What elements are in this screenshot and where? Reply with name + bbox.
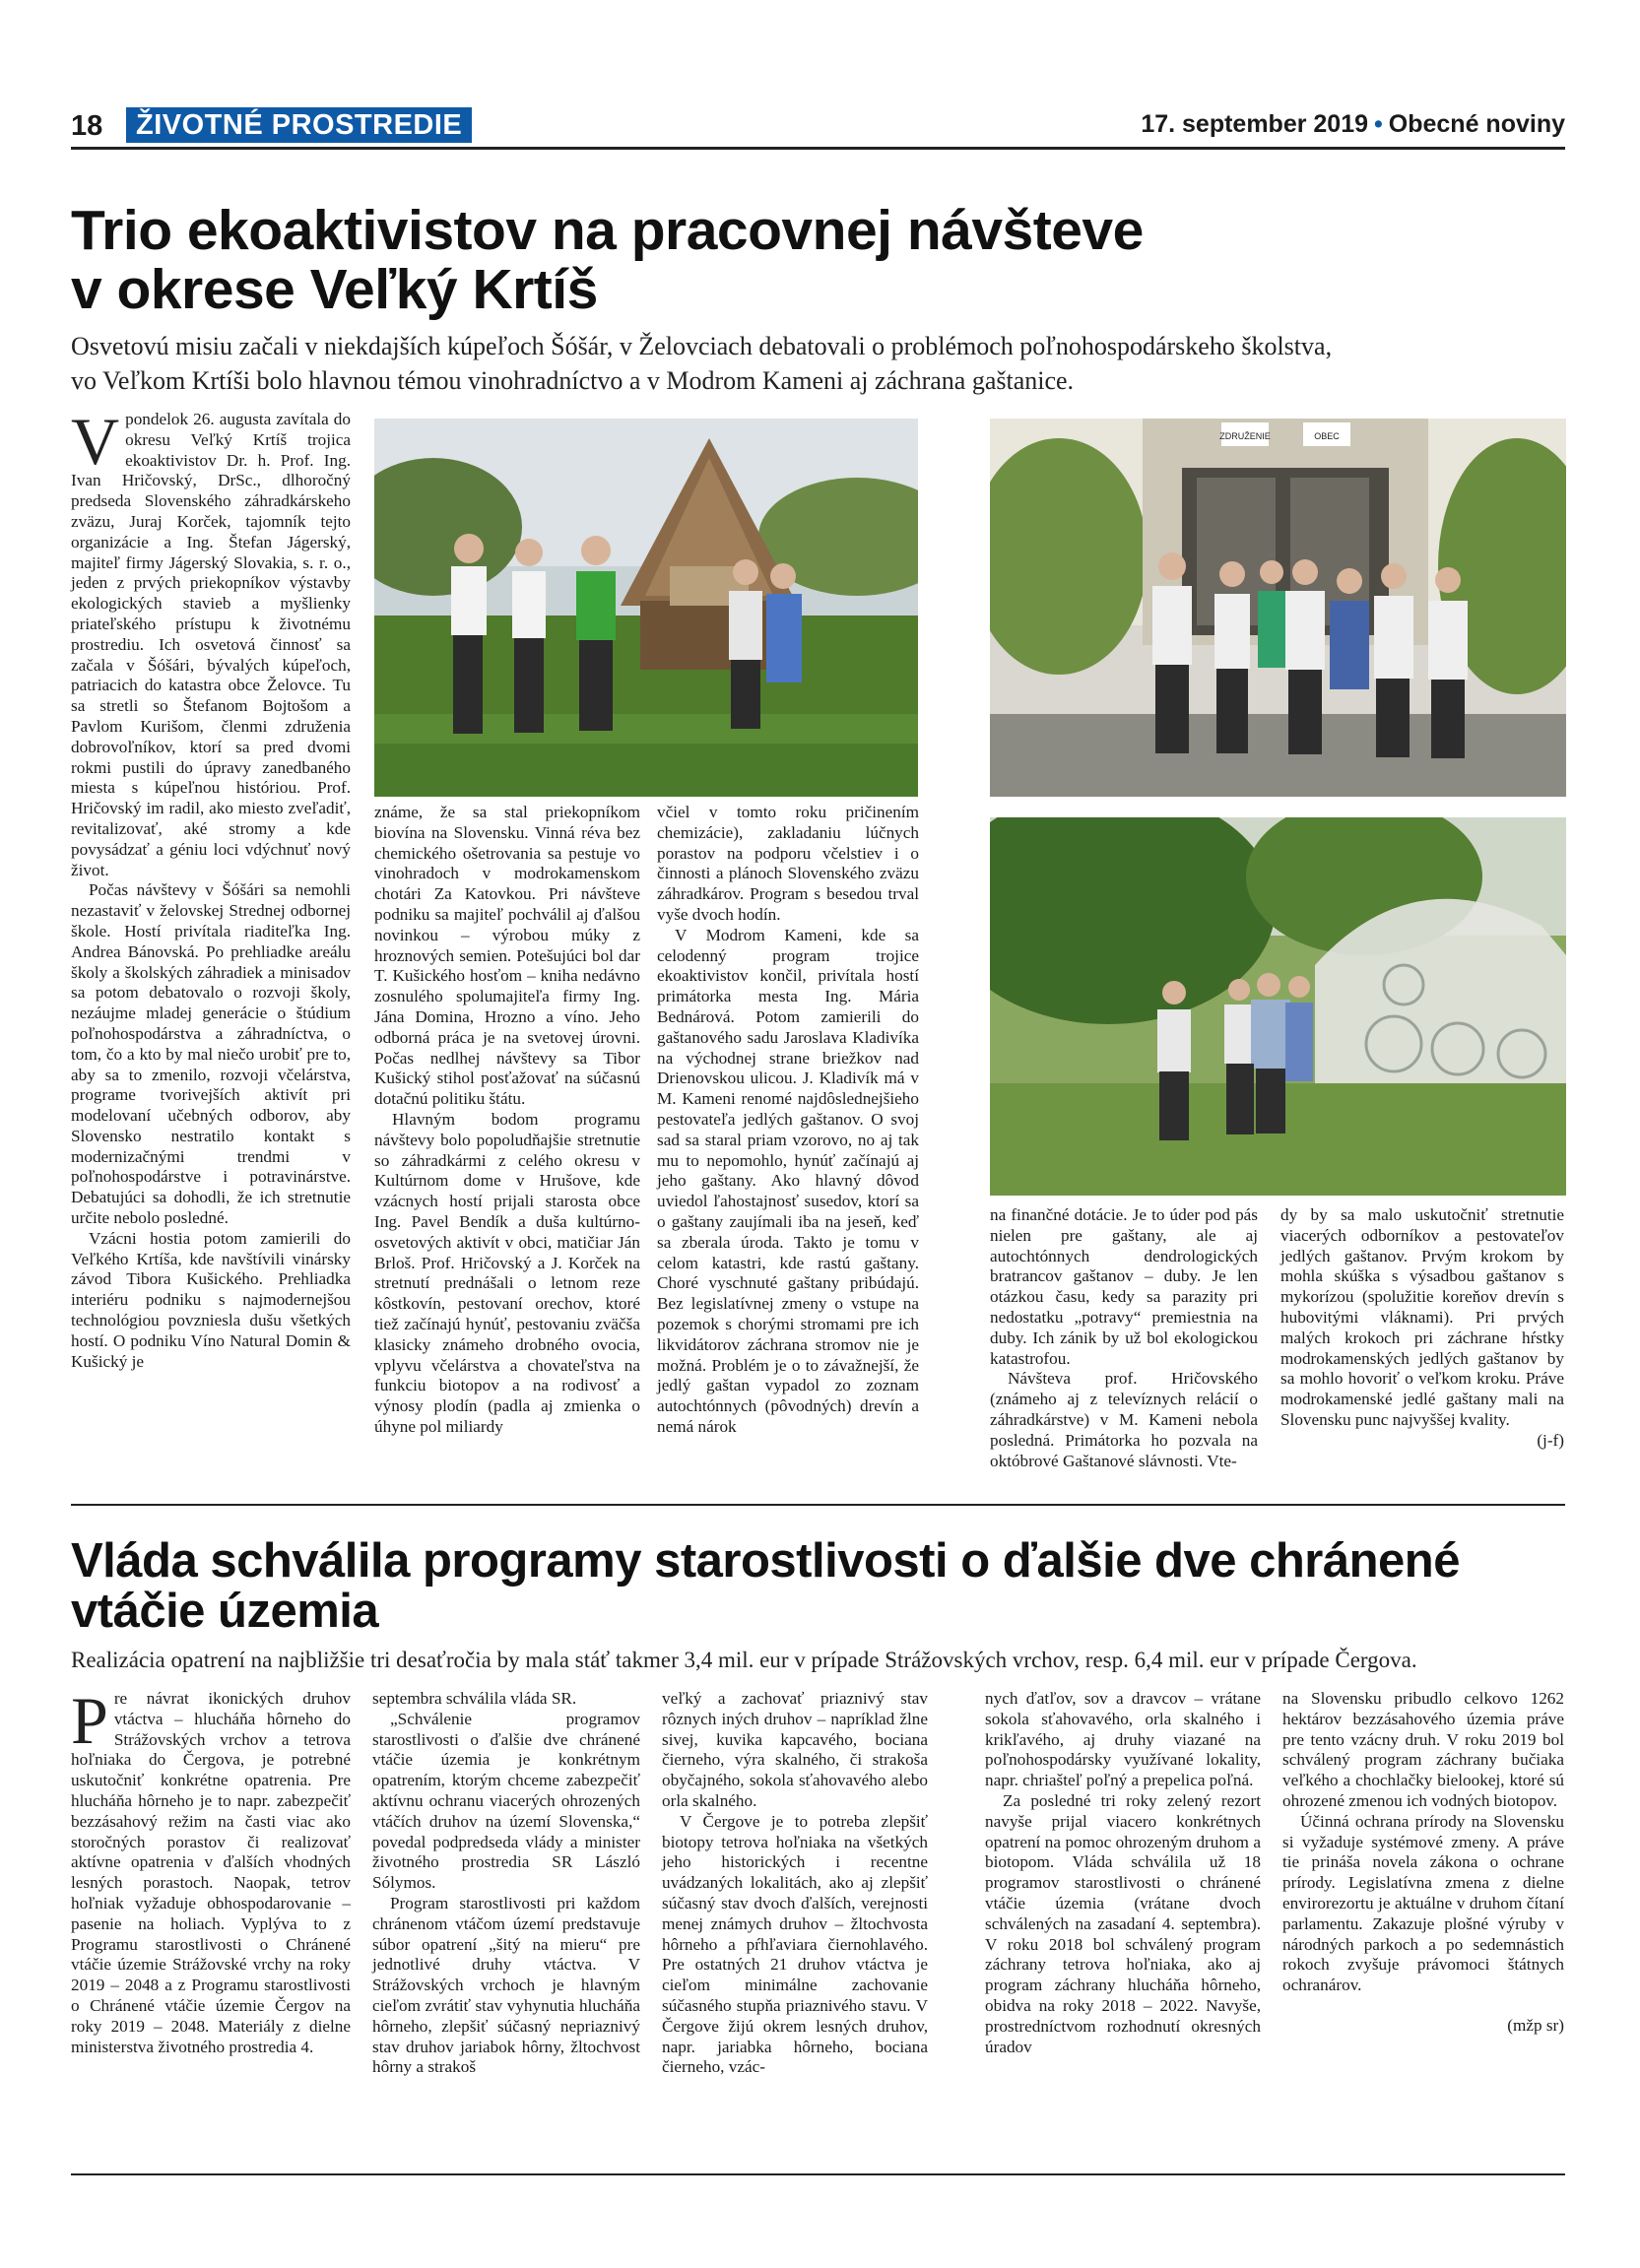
article2-column-3 [662,1689,928,2078]
issue-info [1141,110,1565,139]
issue-date: 17. september 2019 [1141,110,1369,138]
article2-column-1 [71,1683,351,2057]
article1-lead-line2: vo Veľkom Krtíši bolo hlavnou témou vinohradníctvo a v Modrom Kameni aj záchrana gaštanice. [71,366,1075,396]
article2-column-5 [1282,1689,1564,2037]
article2-paragraph: septembra schválila vláda SR. [372,1689,577,1708]
article2-column-2 [372,1689,640,2078]
photo-group-garden [374,419,918,797]
article1-paragraph: Vzácni hostia potom zamierili do Veľkého Krtíša, kde navštívili vinársky závod Tibora Kušického. Prehliadka interiéru podniku s najmodernejšou technológiou povzniesla dušu všetkých hostí. O podniku Víno Natural Domin & Kušický je [71,1228,351,1371]
article1-paragraph: pondelok 26. augusta zavítala do okresu Veľký Krtíš trojica ekoaktivistov Dr. h. Prof. Ing. Ivan Hričovský, DrSc., dlhoročný predseda Slovenského záhradkárskeho zväzu, Juraj Korček, tajomník tejto organizácie a Ing. Štefan Jágerský, majiteľ firmy Jágerský Slovakia, s. r. o., jeden z prvých priekopníkov výstavby ekologických stavieb a myšlienky priateľského prístupu k životnému prostrediu. Ich osvetová činnosť sa začala v Šóšári, bývalých kúpeľoch, patriacich do katastra obce Želovce. Tu sa stretli so Štefanom Bojtošom a Pavlom Kurišom, členmi združenia dobrovoľníkov, ktorí sa pred dvomi rokmi pustili do úpravy zanedbaného miesta s kúpeľnou históriou. Prof. Hričovský im radil, ako miesto zveľadiť, revitalizovať, aké stromy a kde povysádzať a géniu loci vdýchnuť nový život. [71,410,351,879]
article2-paragraph: V Čergove je to potreba zlepšiť biotopy tetrova hoľniaka na všetkých jeho historických i recentne uvádzaných lokalitách, ako aj zlepšiť súčasný stav dvoch ďalších, verejnosti menej známych druhov – žltochvosta hôrneho a pŕhľaviara čiernohlavého. Pre ostatných 21 druhov vtáctva je cieľom minimálne zachovanie súčasného stupňa priaznivého stavu. V Čergove žijú okrem lesných druhov, napr. jariabka hôrneho, bociana čierneho, vzác- [662,1811,928,2077]
article1-paragraph: na finančné dotácie. Je to úder pod pás nielen pre gaštany, ale aj autochtónnych dendrologických bratrancov gaštanov – duby. Je len otázkou času, kedy sa parazity pri nedostatku „potravy“ premiestnia na duby. Ich zánik by už bol ekologickou katastrofou. [990,1205,1258,1368]
article1-paragraph: včiel v tomto roku pričinením chemizácie), zakladaniu lúčnych porastov na podporu včelstiev i o činnosti a plánoch Slovenského zväzu záhradkárov. Program s besedou trval vyše dvoch hodín. [657,803,919,924]
section-label: ŽIVOTNÉ PROSTREDIE [126,107,472,143]
article1-paragraph: Počas návštevy v Šóšári sa nemohli nezastaviť v želovskej Strednej odbornej škole. Hostí privítala riaditeľka Ing. Andrea Bánovská. Po prehliadke areálu školy a školských záhradiek a minisadov sa potom debatovalo o rozvoji školy, nezáujme mladej generácie o štúdium poľnohospodárstva a záhradníctva, o tom, čo a kto by mal niečo urobiť pre to, aby sa to zmenilo, rozvoji včelárstva, programe tvorivejších aktivít pri modelovaní učebných odborov, aby Slovensko nestratilo kontakt s modernizačnými trendmi v poľnohospodárstve i potravinárstve. Debatujúci sa dohodli, že ich stretnutie určite nebolo posledné. [71,880,351,1228]
article2-paragraph: na Slovensku pribudlo celkovo 1262 hektárov bezzásahového územia práve pre tento vzácny druh. V roku 2019 bol schválený program záchrany bučiaka veľkého a chochlačky bielookej, ktoré sú ohrozené zmenou ich vodných biotopov. [1282,1689,1564,1810]
article1-headline-line2: v okrese Veľký Krtíš [71,257,598,321]
article2-headline-line2: vtáčie územia [71,1585,379,1639]
article1-lead-line1: Osvetovú misiu začali v niekdajších kúpeľoch Šóšár, v Želovciach debatovali o problémoch poľnohospodárskeho školstva, [71,332,1333,360]
article1-paragraph: známe, že sa stal priekopníkom biovína na Slovensku. Vinná réva bez chemického ošetrovania sa pestuje vo vinohradoch v modrokamenskom chotári Za Katovkou. Pri návšteve podniku sa majiteľ pochválil aj ďalšou novinkou – výrobou múky z hroznových semien. Potešujúci bol dar T. Kušického hosťom – kniha nedávno zosnulého spolumajiteľa firmy Ing. Jána Domina, Hrozno a víno. Jeho odborná práca je na svetovej úrovni. Počas nedlhej návštevy sa Tibor Kušický stihol posťažovať na súčasnú dotačnú politiku štátu. [374,803,640,1109]
article1-column-3 [657,803,919,1438]
publication-name: Obecné noviny [1388,110,1565,138]
article1-column-5 [1280,1205,1564,1452]
article2-signature: (mžp sr) [1507,2015,1564,2035]
page-number: 18 [71,110,103,142]
article1-lead [71,329,1568,398]
article2-lead: Realizácia opatrení na najbližšie tri desaťročia by mala stáť takmer 3,4 mil. eur v prípade Strážovských vrchov, resp. 6,4 mil. eur v prípade Čergova. [71,1648,1417,1672]
header-rule [71,147,1565,150]
article1-headline-line1: Trio ekoaktivistov na pracovnej návšteve [71,199,1144,262]
photo-sign-text: ZDRUŽENIE [1219,431,1271,441]
article1-signature: (j-f) [1537,1430,1564,1450]
article1-headline [71,199,1568,321]
footer-rule [71,2173,1565,2175]
article-divider [71,1504,1565,1506]
article1-column-2 [374,803,640,1438]
article2-paragraph: nych ďatľov, sov a dravcov – vrátane sokola sťahovavého, orla skalného i krikľavého, aj druhy viazané na poľnohospodársky využívané lokality, napr. chriašteľ poľný a prepelica poľná. [985,1689,1261,1790]
article1-column-1 [71,404,351,1372]
article2-paragraph: Program starostlivosti pri každom chránenom vtáčom území predstavuje súbor opatrení „šitý na mieru“ pre jednotlivé druhy vtáctva. V Strážovských vrchoch je hlavným cieľom zvrátiť stav vyhynutia hlucháňa hôrneho, zlepšiť súčasný nepriaznivý stav druhov jariabok hôrny, žltochvost hôrny a strakoš [372,1893,640,2077]
article1-paragraph: Hlavným bodom programu návštevy bolo popoludňajšie stretnutie so záhradkármi z celého okresu v Kultúrnom dome v Hrušove, kde vzácnych hostí prijali starosta obce Ing. Pavel Bendík a duša kultúrno-osvetových aktivít v obci, matičiar Ján Brloš. Prof. Hričovský a J. Korček na stretnutí prednášali o letnom reze kôstkovín, pestovaní orechov, ktoré tiež začínajú hynúť, pestovaniu zväčša klasicky známeho drobného ovocia, vplyvu včelárstva a chovateľstva na funkciu biotopov a na rodivosť a výnosy plodín (padla aj zmienka o úhyne pol miliardy [374,1109,640,1436]
article1-paragraph: V Modrom Kameni, kde sa celodenný program trojice ekoaktivistov končil, privítala hostí primátorka mesta Ing. Mária Bednárová. Potom zamierili do gaštanového sadu Jaroslava Kladivíka na východnej strane briežkov nad Drienovskou ulicou. J. Kladivík má v M. Kameni renomé najdôslednejšieho pestovateľa jedlých gaštanov. O svoj sad sa staral priam vzorovo, no aj tak mu to nepomohlo, hynúť začínajú aj jeho gaštany. Ako hlavný dôvod uviedol ľahostajnosť susedov, ktorí sa o gaštany zaujímali iba na jeseň, keď sa zberala úroda. Takto je tomu v celom katastri, kde rastú gaštany. Choré vyschnuté gaštany pribúdajú. Bez legislatívnej zmeny o vstupe na pozemok s chorými stromami pre ich likvidátorov záchrana stromov nie je možná. Problém je o to závažnejší, že jedlý gaštan vypadol zo zoznam autochtónnych (pôvodných) drevín a nemá nárok [657,925,919,1436]
article1-paragraph: dy by sa malo uskutočniť stretnutie viacerých odborníkov a pestovateľov jedlých gaštanov. Prvým krokom by mohla skúška s výsadbou gaštanov s mykorízou (spolužitie koreňov drevín s hubovitými vláknami). Pri prvých malých krokoch pri záchrane hŕstky modrokamenských jedlých gaštanov by sa mohlo hovoriť o veľkom kroku. Práve modrokamenské jedlé gaštany mali na Slovensku punc najvyššej kvality. [1280,1205,1564,1429]
article2-paragraph: veľký a zachovať priaznivý stav rôznych iných druhov – napríklad žlne sivej, kuvika kapcavého, bociana čierneho, výra skalného, či strakoša obyčajného, sokola sťahovavého alebo orla skalného. [662,1689,928,1810]
article2-column-4 [985,1689,1261,2057]
article2-paragraph: re návrat ikonických druhov vtáctva – hlucháňa hôrneho do Strážovských vrchov a tetrova hoľniaka do Čergova, je potrebné uskutočniť konkrétne opatrenia. Pre hlucháňa hôrneho je to napr. zabezpečiť bezzásahový režim na časti viac ako storočných porastov či realizovať aktívne opatrenia v ďalších vhodných lesných porastoch. Naopak, tetrov hoľniak vyžaduje obhospodarovanie – pasenie na holiach. Vyplýva to z Programu starostlivosti o Chránené vtáčie územie Strážovské vrchy na roky 2019 – 2048 a z Programu starostlivosti o Chránené vtáčie územie Čergov na roky 2019 – 2048. Materiály z dielne ministerstva životného prostredia 4. [71,1689,351,2056]
photo-group-building [990,419,1566,797]
article2-headline [71,1536,1568,1638]
article2-dropcap: P [71,1683,108,1758]
article2-headline-line1: Vláda schválila programy starostlivosti o ďalšie dve chránené [71,1534,1460,1588]
separator-bullet: • [1374,110,1383,138]
article1-column-4 [990,1205,1258,1471]
photo-group-greenhouse [990,817,1566,1196]
article2-paragraph: „Schválenie programov starostlivosti o ďalšie dve chránené vtáčie územia je konkrétnym opatrením, ktorým chceme zabezpečiť aktívnu ochranu viacerých ohrozených vtáčích druhov na území Slovenska,“ povedal podpredseda vlády a minister životného prostredia SR László Sólymos. [372,1709,640,1893]
article1-paragraph: Návšteva prof. Hričovského (známeho aj z televíznych relácií o záhradkárstve) v M. Kameni nebola posledná. Primátorka ho pozvala na októbrové Gaštanové slávnosti. Vte- [990,1369,1258,1470]
article2-paragraph: Účinná ochrana prírody na Slovensku si vyžaduje systémové zmeny. A práve tie prináša novela zákona o ochrane prírody. Legislatívna zmena z dielne envirorezortu je aktuálne v druhom čítaní parlamentu. Zakazuje plošné výruby v národných parkoch a po sedemnástich rokoch zvyšuje právomoci štátnych ochranárov. [1282,1811,1564,1995]
photo-sign-text: OBEC [1314,431,1340,441]
article2-paragraph: Za posledné tri roky zelený rezort navyše prijal viacero konkrétnych opatrení na pomoc ohrozeným druhom a biotopom. Vláda schválila už 18 programov starostlivosti o chránené vtáčie územia (vrátane dvoch schválených na zasadaní 4. septembra). V roku 2018 bol schválený program záchrany tetrova hoľniaka, ako aj program záchrany hlucháňa hôrneho, obidva na roky 2018 – 2022. Navyše, prostredníctvom rozhodnutí okresných úradov [985,1790,1261,2056]
article1-dropcap: V [71,404,120,479]
